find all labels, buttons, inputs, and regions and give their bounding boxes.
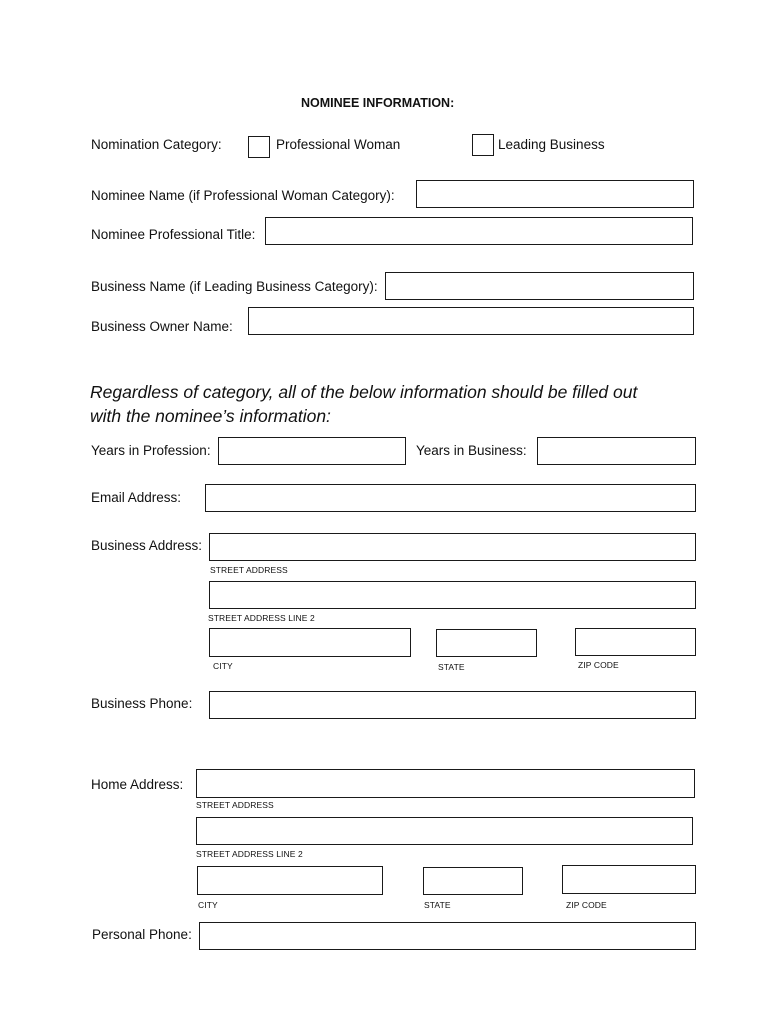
home-city-input[interactable] [197,866,383,895]
business-phone-label: Business Phone: [91,696,193,711]
business-street-address-line-2-caption: STREET ADDRESS LINE 2 [208,613,315,623]
nominee-title-input[interactable] [265,217,693,245]
business-street-address-caption: STREET ADDRESS [210,565,288,575]
business-street-address-line-2-input[interactable] [209,581,696,609]
leading-business-checkbox[interactable] [472,134,494,156]
business-owner-name-input[interactable] [248,307,694,335]
business-street-address-input[interactable] [209,533,696,561]
home-street-address-line-2-input[interactable] [196,817,693,845]
home-street-address-caption: STREET ADDRESS [196,800,274,810]
business-state-input[interactable] [436,629,537,657]
email-address-label: Email Address: [91,490,182,505]
years-in-business-input[interactable] [537,437,696,465]
page-title: NOMINEE INFORMATION: [301,96,455,110]
home-state-caption: STATE [424,900,451,910]
business-state-caption: STATE [438,662,465,672]
instruction-line-1: Regardless of category, all of the below information should be filled out [90,382,638,402]
personal-phone-input[interactable] [199,922,696,950]
home-street-address-line-2-caption: STREET ADDRESS LINE 2 [196,849,303,859]
business-zip-code-caption: ZIP CODE [578,660,619,670]
home-address-label: Home Address: [91,777,184,792]
nomination-category-label: Nomination Category: [91,137,222,152]
home-zip-code-input[interactable] [562,865,696,894]
business-owner-name-label: Business Owner Name: [91,319,233,334]
business-city-input[interactable] [209,628,411,657]
business-address-label: Business Address: [91,538,203,553]
home-street-address-input[interactable] [196,769,695,798]
home-city-caption: CITY [198,900,218,910]
years-in-profession-label: Years in Profession: [91,443,211,458]
business-city-caption: CITY [213,661,233,671]
business-name-input[interactable] [385,272,694,300]
leading-business-label: Leading Business [498,137,605,152]
nominee-name-input[interactable] [416,180,694,208]
professional-woman-checkbox[interactable] [248,136,270,158]
nominee-title-label: Nominee Professional Title: [91,227,256,242]
years-in-profession-input[interactable] [218,437,406,465]
business-zip-code-input[interactable] [575,628,696,656]
personal-phone-label: Personal Phone: [92,927,192,942]
professional-woman-label: Professional Woman [276,137,401,152]
email-address-input[interactable] [205,484,696,512]
instruction-line-2: with the nominee’s information: [90,406,331,426]
business-name-label: Business Name (if Leading Business Category): [91,279,378,294]
business-phone-input[interactable] [209,691,696,719]
home-state-input[interactable] [423,867,523,895]
years-in-business-label: Years in Business: [416,443,527,458]
home-zip-code-caption: ZIP CODE [566,900,607,910]
nominee-name-label: Nominee Name (if Professional Woman Category): [91,188,395,203]
